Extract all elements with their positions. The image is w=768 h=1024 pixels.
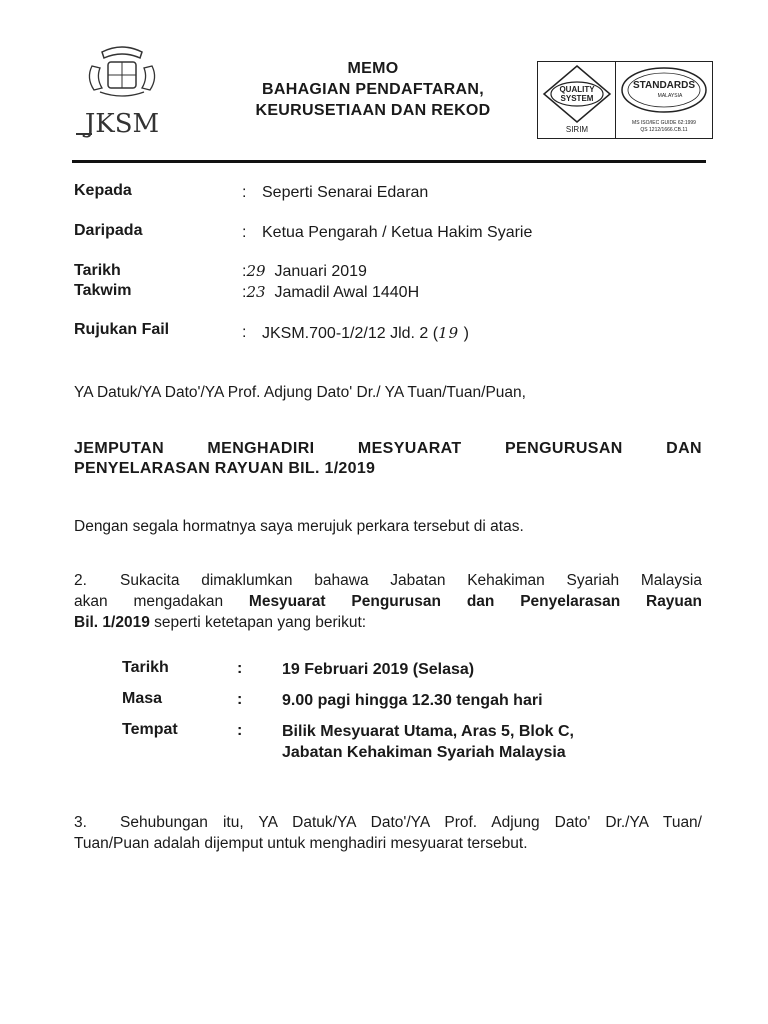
department-line1: BAHAGIAN PENDAFTARAN, xyxy=(262,81,484,98)
daripada-value: Ketua Pengarah / Ketua Hakim Syarie xyxy=(262,224,533,241)
paragraph-2-line2 xyxy=(74,591,702,612)
department-line2: KEURUSETIAAN DAN REKOD xyxy=(255,102,491,119)
paragraph-2-number: 2. xyxy=(74,572,87,589)
kepada-label: Kepada xyxy=(74,182,132,199)
paragraph-2-line1 xyxy=(74,570,702,591)
standards-malaysia-logo xyxy=(618,64,710,136)
jksm-logo xyxy=(72,44,172,140)
sirim-label: SIRIM xyxy=(565,125,589,134)
detail-tarikh-colon: : xyxy=(237,660,243,677)
kepada-colon: : xyxy=(242,184,247,201)
rujukan-value: JKSM.700-1/2/12 Jld. 2 ( xyxy=(262,325,439,342)
detail-masa-colon: : xyxy=(237,691,243,708)
detail-tempat-line1: Bilik Mesyuarat Utama, Aras 5, Blok C, xyxy=(282,723,574,740)
rujukan-line xyxy=(262,324,469,343)
paragraph-1: Dengan segala hormatnya saya merujuk perkara tersebut di atas. xyxy=(74,518,524,535)
rujukan-colon: : xyxy=(242,324,247,341)
detail-masa-label: Masa xyxy=(122,690,163,707)
detail-tarikh-value: 19 Februari 2019 (Selasa) xyxy=(282,661,475,678)
paragraph-2-bold3: Bil. 1/2019 xyxy=(74,614,150,631)
standards-foot2: QS 1212/1666.CB.11 xyxy=(640,127,688,133)
detail-tempat-line2: Jabatan Kehakiman Syariah Malaysia xyxy=(282,744,566,761)
paragraph-3-number: 3. xyxy=(74,814,87,831)
tarikh-line xyxy=(242,262,367,281)
tarikh-label: Tarikh xyxy=(74,262,121,279)
kepada-value: Seperti Senarai Edaran xyxy=(262,184,429,201)
standards-text: STANDARDS xyxy=(632,80,696,91)
paragraph-2-text1: Sukacita dimaklumkan bahawa Jabatan Kehakiman Syariah Malaysia xyxy=(120,572,702,589)
detail-tempat-label: Tempat xyxy=(122,721,178,738)
paragraph-2-text3: seperti ketetapan yang berikut: xyxy=(149,614,367,631)
sirim-line2: SYSTEM xyxy=(560,94,594,103)
takwim-value: Jamadil Awal 1440H xyxy=(274,284,420,301)
subject-word: PENGURUSAN xyxy=(504,440,623,457)
standards-sub: MALAYSIA xyxy=(657,93,683,99)
daripada-colon: : xyxy=(242,224,247,241)
sirim-line1: QUALITY xyxy=(559,85,595,94)
salutation: YA Datuk/YA Dato'/YA Prof. Adjung Dato' Dr./ YA Tuan/Tuan/Puan, xyxy=(74,384,526,401)
rujukan-close: ) xyxy=(463,325,469,342)
tarikh-value: Januari 2019 xyxy=(274,263,367,280)
header-rule xyxy=(72,160,706,163)
rujukan-label: Rujukan Fail xyxy=(74,321,170,338)
subject-word: JEMPUTAN xyxy=(74,440,165,457)
memo-label: MEMO xyxy=(347,60,399,77)
paragraph-3 xyxy=(74,812,702,854)
takwim-label: Takwim xyxy=(74,282,132,299)
subject-line1 xyxy=(74,440,702,458)
paragraph-2-text2: akan mengadakan xyxy=(74,593,249,610)
paragraph-3-line2: Tuan/Puan adalah dijemput untuk menghadiri mesyuarat tersebut. xyxy=(74,835,528,852)
paragraph-3-text1: Sehubungan itu, YA Datuk/YA Dato'/YA Prof. Adjung Dato' Dr./YA Tuan/ xyxy=(120,814,702,831)
detail-masa-value: 9.00 pagi hingga 12.30 tengah hari xyxy=(282,692,543,709)
rujukan-handwritten-number: 19 xyxy=(438,324,460,342)
sirim-quality-logo xyxy=(540,64,614,136)
detail-tarikh-label: Tarikh xyxy=(122,659,169,676)
paragraph-2-line3 xyxy=(74,612,702,633)
detail-tempat-colon: : xyxy=(237,722,243,739)
tarikh-colon: : xyxy=(242,263,247,280)
subject-word: MENGHADIRI xyxy=(207,440,315,457)
tarikh-handwritten-day: 29 xyxy=(246,262,266,280)
subject-line2: PENYELARASAN RAYUAN BIL. 1/2019 xyxy=(74,460,376,477)
standards-foot1: MS ISO/IEC GUIDE 62:1999 xyxy=(632,120,696,126)
header-title xyxy=(228,58,518,121)
paragraph-2 xyxy=(74,570,702,633)
takwim-colon: : xyxy=(242,284,247,301)
subject-word: MESYUARAT xyxy=(357,440,462,457)
paragraph-3-line1 xyxy=(74,812,702,833)
logo-text: JKSM xyxy=(84,109,160,139)
paragraph-2-bold2: Mesyuarat Pengurusan dan Penyelarasan Rayuan xyxy=(248,593,702,610)
takwim-line xyxy=(242,283,419,302)
detail-tempat-value xyxy=(282,721,574,763)
certification-divider xyxy=(615,61,616,139)
takwim-handwritten-day: 23 xyxy=(246,283,266,301)
subject-word: DAN xyxy=(666,440,702,457)
daripada-label: Daripada xyxy=(74,222,143,239)
